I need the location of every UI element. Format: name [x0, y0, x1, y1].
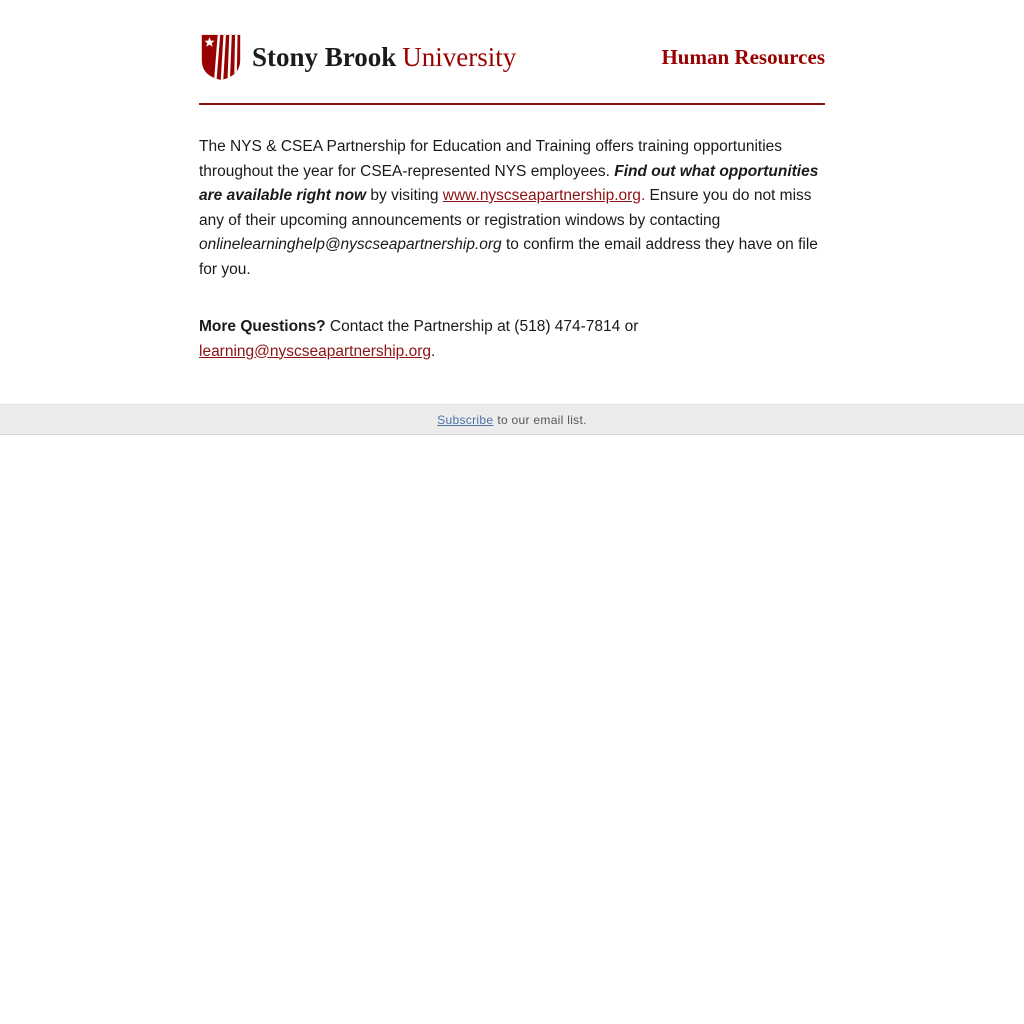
- intro-text-1: The NYS & CSEA Partnership for Education and Training offers training opportunities throughout the year for CSEA-represented NYS employees.: [199, 138, 783, 180]
- questions-text-1: Contact the Partnership at (518) 474-7814 or: [325, 318, 639, 335]
- intro-help-email: onlinelearninghelp@nyscseapartnership.org: [199, 236, 502, 253]
- questions-text-2: .: [431, 342, 436, 360]
- header: [199, 33, 825, 81]
- wordmark-primary: Stony Brook: [252, 41, 397, 72]
- questions-paragraph: [199, 315, 825, 364]
- intro-text-3: Ensure you do not miss any of their upcoming announcements or registration windows by contacting: [199, 187, 812, 229]
- subscribe-text: to our email list.: [497, 412, 587, 427]
- subscribe-bar: [0, 404, 1024, 435]
- university-wordmark: [252, 42, 516, 73]
- learning-email-link[interactable]: learning@nyscseapartnership.org: [199, 342, 432, 360]
- intro-text-2: by visiting: [366, 187, 443, 204]
- partnership-website-link[interactable]: www.nyscseapartnership.org: [442, 187, 641, 204]
- header-divider: [199, 103, 825, 105]
- email-content: [199, 0, 825, 364]
- intro-link-period: .: [640, 187, 646, 204]
- shield-icon: [199, 33, 243, 81]
- wordmark-secondary: University: [402, 41, 517, 72]
- intro-paragraph: [199, 135, 825, 282]
- subscribe-link[interactable]: Subscribe: [437, 412, 494, 427]
- questions-label: More Questions?: [199, 318, 326, 335]
- department-title: Human Resources: [661, 44, 825, 69]
- intro-emphasis: Find out what opportunities are available right now: [199, 162, 819, 204]
- intro-text-4: to confirm the email address they have on file for you.: [199, 236, 818, 278]
- university-logo: [199, 33, 516, 81]
